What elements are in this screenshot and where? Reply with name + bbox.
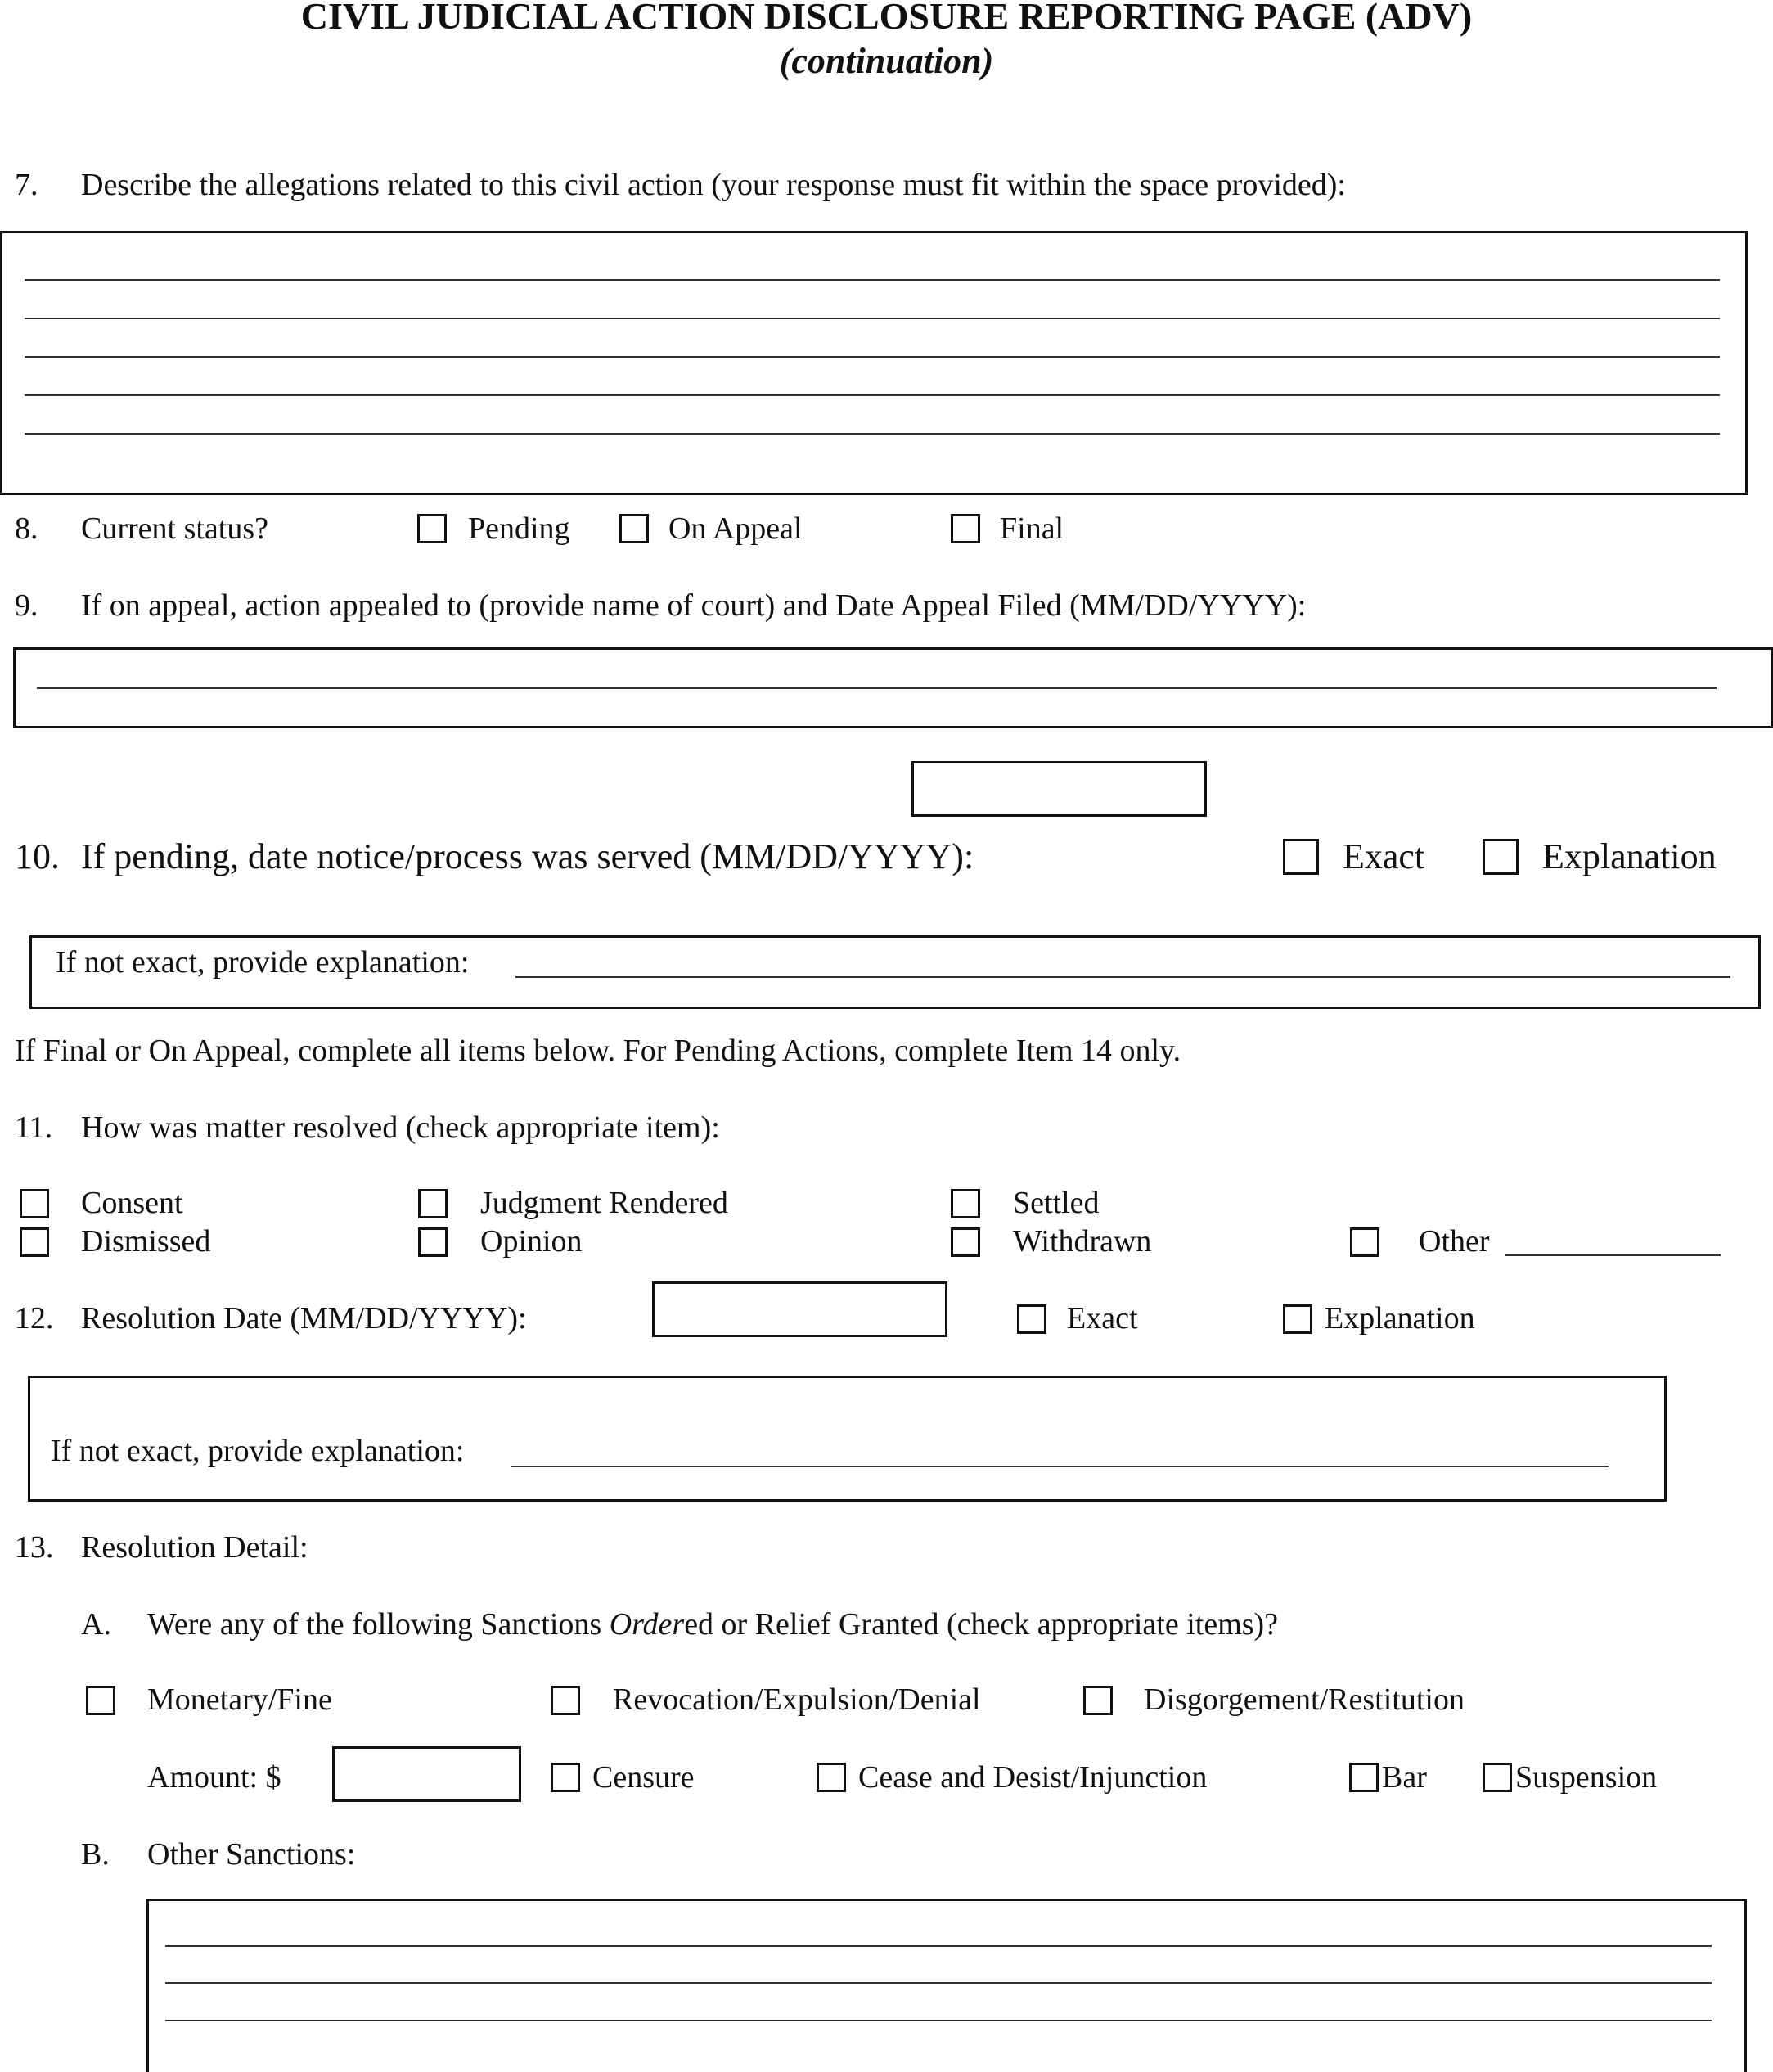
- on-appeal-label: On Appeal: [668, 511, 803, 546]
- answer-line: [25, 394, 1720, 396]
- final-checkbox[interactable]: [951, 514, 980, 543]
- allegations-textarea[interactable]: [0, 231, 1748, 495]
- monetary-fine-checkbox[interactable]: [86, 1686, 115, 1715]
- q13a-letter: A.: [81, 1607, 111, 1642]
- q13a-label-post: ed or Relief Granted (check appropriate items)?: [684, 1607, 1279, 1642]
- q13a-label: [147, 1606, 1278, 1642]
- suspension-label: Suspension: [1515, 1760, 1658, 1795]
- dismissed-checkbox[interactable]: [20, 1227, 49, 1257]
- other-sanctions-textarea[interactable]: [146, 1899, 1747, 2072]
- answer-line: [25, 279, 1720, 281]
- q13-label: Resolution Detail:: [81, 1530, 308, 1565]
- q13a-label-italic: Order: [609, 1607, 685, 1642]
- settled-label: Settled: [1013, 1186, 1100, 1220]
- q10-explanation-input[interactable]: [515, 976, 1730, 978]
- other-input[interactable]: [1505, 1254, 1721, 1256]
- q8-number: 8.: [15, 511, 38, 546]
- q8-label: Current status?: [81, 511, 269, 546]
- q9-label: If on appeal, action appealed to (provide name of court) and Date Appeal Filed (MM/DD/YYYY):: [81, 588, 1307, 623]
- q12-number: 12.: [15, 1301, 54, 1336]
- q12-explanation-prompt: If not exact, provide explanation:: [51, 1434, 465, 1468]
- opinion-label: Opinion: [480, 1224, 583, 1259]
- amount-label: Amount: $: [147, 1760, 281, 1795]
- pending-label: Pending: [468, 511, 570, 546]
- page-title: CIVIL JUDICIAL ACTION DISCLOSURE REPORTING PAGE (ADV): [300, 0, 1473, 37]
- q12-label: Resolution Date (MM/DD/YYYY):: [81, 1301, 527, 1336]
- cease-desist-label: Cease and Desist/Injunction: [858, 1760, 1208, 1795]
- censure-checkbox[interactable]: [551, 1763, 580, 1792]
- amount-input[interactable]: [332, 1746, 521, 1802]
- opinion-checkbox[interactable]: [418, 1227, 448, 1257]
- q10-number: 10.: [15, 836, 60, 876]
- consent-label: Consent: [81, 1186, 183, 1220]
- final-label: Final: [1000, 511, 1064, 546]
- q13b-letter: B.: [81, 1837, 110, 1872]
- disgorgement-label: Disgorgement/Restitution: [1144, 1682, 1465, 1717]
- withdrawn-checkbox[interactable]: [951, 1227, 980, 1257]
- q12-exact-label: Exact: [1067, 1301, 1138, 1336]
- resolution-date-input[interactable]: [652, 1281, 947, 1337]
- dismissed-label: Dismissed: [81, 1224, 211, 1259]
- consent-checkbox[interactable]: [20, 1189, 49, 1218]
- q11-label: How was matter resolved (check appropriate item):: [81, 1110, 720, 1145]
- monetary-fine-label: Monetary/Fine: [147, 1682, 332, 1717]
- q12-explanation-checkbox[interactable]: [1283, 1304, 1312, 1334]
- on-appeal-checkbox[interactable]: [619, 514, 649, 543]
- q12-exact-checkbox[interactable]: [1017, 1304, 1046, 1334]
- answer-line: [165, 2020, 1712, 2021]
- answer-line: [25, 318, 1720, 319]
- date-served-input[interactable]: [911, 761, 1207, 817]
- q10-explanation-prompt: If not exact, provide explanation:: [56, 945, 470, 980]
- answer-line: [37, 687, 1717, 689]
- censure-label: Censure: [592, 1760, 695, 1795]
- judgment-rendered-label: Judgment Rendered: [480, 1186, 728, 1220]
- q13b-label: Other Sanctions:: [147, 1837, 356, 1872]
- answer-line: [165, 1982, 1712, 1984]
- page-subtitle: (continuation): [779, 41, 994, 81]
- answer-line: [165, 1945, 1712, 1947]
- q13a-label-pre: Were any of the following Sanctions: [147, 1607, 610, 1642]
- settled-checkbox[interactable]: [951, 1189, 980, 1218]
- revocation-label: Revocation/Expulsion/Denial: [613, 1682, 981, 1717]
- q10-exact-label: Exact: [1343, 836, 1425, 876]
- other-checkbox[interactable]: [1350, 1227, 1379, 1257]
- cease-desist-checkbox[interactable]: [817, 1763, 846, 1792]
- bar-checkbox[interactable]: [1349, 1763, 1379, 1792]
- bar-label: Bar: [1382, 1760, 1427, 1795]
- q7-label: Describe the allegations related to this civil action (your response must fit within the space provided):: [81, 168, 1346, 202]
- answer-line: [25, 433, 1720, 435]
- q10-explanation-label: Explanation: [1542, 836, 1717, 876]
- answer-line: [25, 356, 1720, 358]
- q11-number: 11.: [15, 1110, 53, 1145]
- q12-explanation-input[interactable]: [511, 1466, 1609, 1467]
- q10-label: If pending, date notice/process was served (MM/DD/YYYY):: [81, 836, 974, 876]
- q9-number: 9.: [15, 588, 38, 623]
- suspension-checkbox[interactable]: [1483, 1763, 1512, 1792]
- pending-checkbox[interactable]: [417, 514, 447, 543]
- withdrawn-label: Withdrawn: [1013, 1224, 1152, 1259]
- q13-number: 13.: [15, 1530, 54, 1565]
- q10-explanation-checkbox[interactable]: [1483, 839, 1519, 875]
- q7-number: 7.: [15, 168, 38, 202]
- instruction-text: If Final or On Appeal, complete all items below. For Pending Actions, complete Item 14 only.: [15, 1034, 1181, 1068]
- disgorgement-checkbox[interactable]: [1083, 1686, 1113, 1715]
- judgment-rendered-checkbox[interactable]: [418, 1189, 448, 1218]
- q12-explanation-label: Explanation: [1325, 1301, 1475, 1336]
- revocation-checkbox[interactable]: [551, 1686, 580, 1715]
- other-label: Other: [1419, 1224, 1490, 1259]
- q10-exact-checkbox[interactable]: [1283, 839, 1319, 875]
